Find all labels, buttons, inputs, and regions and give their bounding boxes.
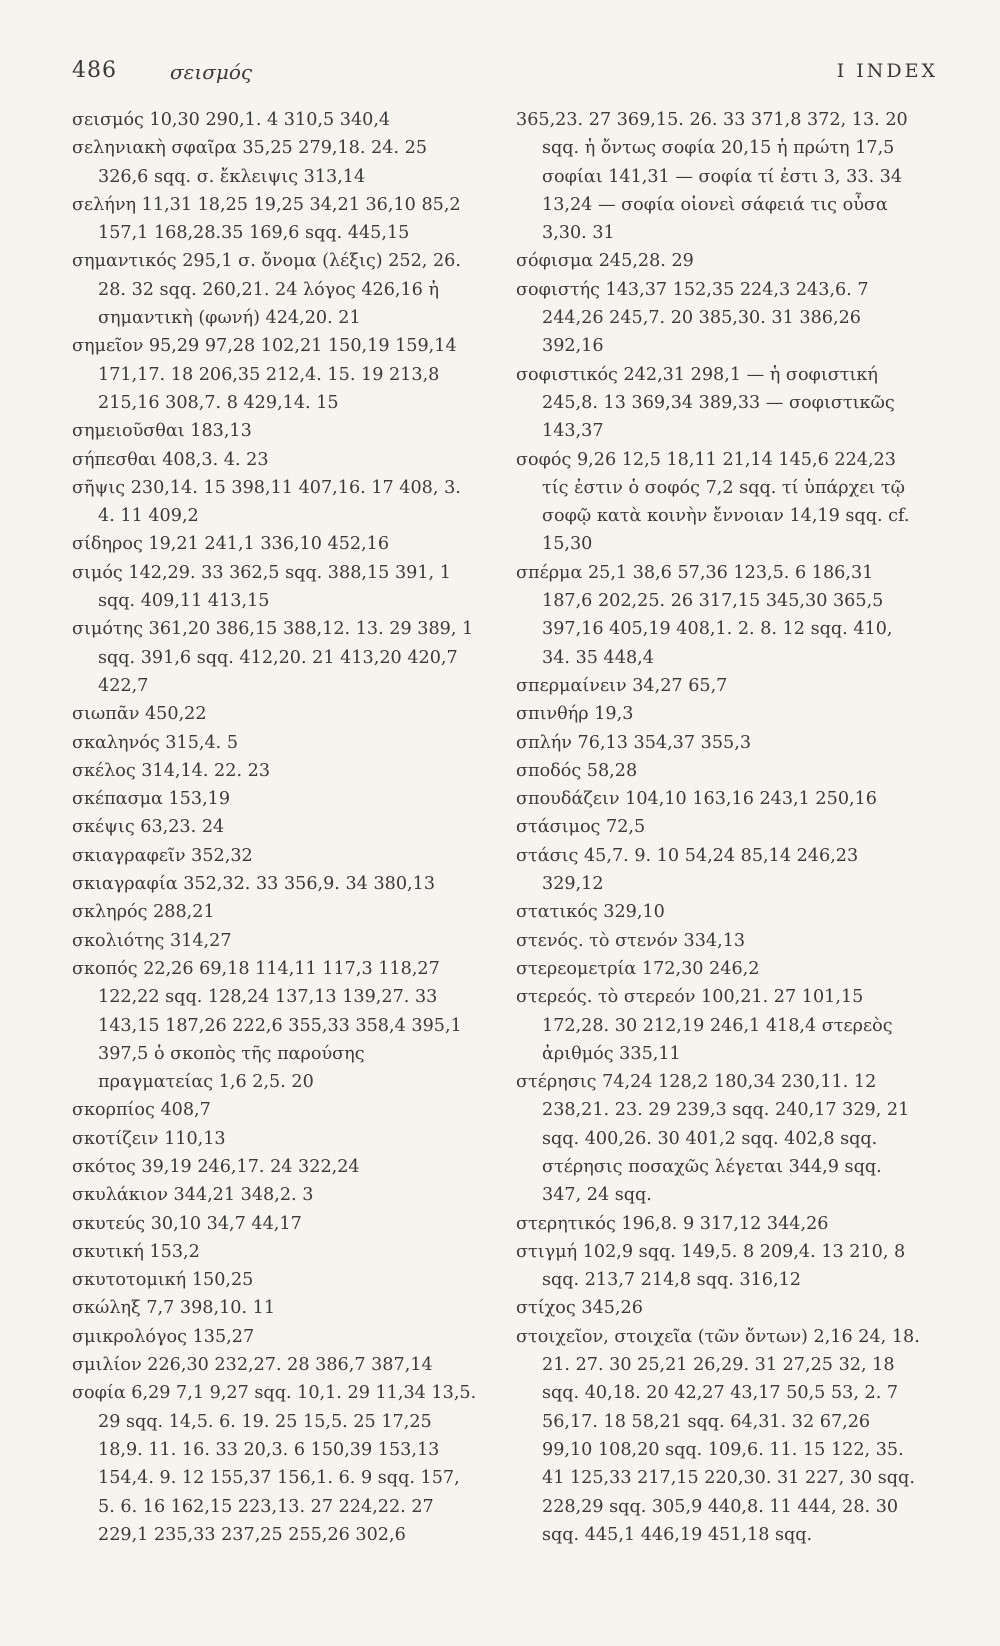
index-entry: σκυτοτομική 150,25 [72, 1270, 254, 1291]
index-entry: σκοτίζειν 110,13 [72, 1128, 226, 1149]
index-entry: σκληρός 288,21 [72, 902, 215, 923]
index-entry: σπινθήρ 19,3 [516, 704, 634, 725]
index-entry: στερεομετρία 172,30 246,2 [516, 958, 760, 979]
index-entry: σημαντικός 295,1 σ. ὄνομα (λέξις) 252, 26. 28. 32 sqq. 260,21. 24 λόγος 426,16 ἡ σημαντικὴ (φωνή) 424,20. 21 [72, 251, 461, 329]
index-entry: σκυτεύς 30,10 34,7 44,17 [72, 1213, 302, 1234]
section-title: I INDEX [836, 60, 938, 82]
index-entry: σκότος 39,19 246,17. 24 322,24 [72, 1156, 360, 1177]
index-entry: σπέρμα 25,1 38,6 57,36 123,5. 6 186,31 187,6 202,25. 26 317,15 345,30 365,5 397,16 405,19 408,1. 2. 8. 12 sqq. 410, 34. 35 448,4 [516, 562, 893, 668]
index-entry: σκοπός 22,26 69,18 114,11 117,3 118,27 122,22 sqq. 128,24 137,13 139,27. 33 143,15 187,26 222,6 355,33 358,4 395,1 397,5 ὁ σκοπὸς τῆς παρούσης πραγματείας 1,6 2,5. 20 [72, 958, 462, 1093]
index-entry: σκυλάκιον 344,21 348,2. 3 [72, 1185, 314, 1206]
right-column [516, 106, 924, 1549]
index-entry: σιμός 142,29. 33 362,5 sqq. 388,15 391, 1 sqq. 409,11 413,15 [72, 562, 451, 612]
index-entry: σήπεσθαι 408,3. 4. 23 [72, 449, 269, 470]
index-entry: σκορπίος 408,7 [72, 1100, 211, 1121]
index-entry: σεισμός 10,30 290,1. 4 310,5 340,4 [72, 110, 391, 130]
index-entry: στατικός 329,10 [516, 902, 665, 923]
index-entry: σίδηρος 19,21 241,1 336,10 452,16 [72, 534, 390, 555]
page-header [72, 58, 938, 94]
index-entry: σῆψις 230,14. 15 398,11 407,16. 17 408, 3. 4. 11 409,2 [72, 477, 461, 527]
index-entry: σοφιστής 143,37 152,35 224,3 243,6. 7 244,26 245,7. 20 385,30. 31 386,26 392,16 [516, 279, 869, 357]
index-entry: στάσις 45,7. 9. 10 54,24 85,14 246,23 329,12 [516, 845, 859, 895]
index-entry: στερεός. τὸ στερεόν 100,21. 27 101,15 172,28. 30 212,19 246,1 418,4 στερεὸς ἀριθμός 335,11 [516, 987, 893, 1064]
index-entry: σοφιστικός 242,31 298,1 — ἡ σοφιστική 245,8. 13 369,34 389,33 — σοφιστικῶς 143,37 [516, 364, 895, 442]
index-entry: σκολιότης 314,27 [72, 930, 232, 951]
index-entry: στερητικός 196,8. 9 317,12 344,26 [516, 1213, 829, 1234]
index-entry: σκέπασμα 153,19 [72, 789, 231, 810]
index-entry: σεληνιακὴ σφαῖρα 35,25 279,18. 24. 25 326,6 sqq. σ. ἔκλειψις 313,14 [72, 138, 428, 187]
index-entry: σοφία 6,29 7,1 9,27 sqq. 10,1. 29 11,34 13,5. 29 sqq. 14,5. 6. 19. 25 15,5. 25 17,25 18,9. 11. 16. 33 20,3. 6 150,39 153,13 154,4. 9. 12 155,37 156,1. 6. 9 sqq. 157, 5. 6. 16 162,15 223,13. 27 224,22. 27 229,1 235,33 237,25 255,26 302,6 [72, 1383, 477, 1545]
page-number: 486 [72, 58, 117, 83]
index-entry: σόφισμα 245,28. 29 [516, 251, 694, 272]
index-entry: στίχος 345,26 [516, 1298, 643, 1319]
index-entry: σκαληνός 315,4. 5 [72, 732, 239, 753]
index-entry: σποδός 58,28 [516, 760, 638, 781]
index-entry: 365,23. 27 369,15. 26. 33 371,8 372, 13. 20 sqq. ἡ ὄντως σοφία 20,15 ἡ πρώτη 17,5 σοφίαι 141,31 — σοφία τί ἐστι 3, 33. 34 13,24 — σοφία οἱονεὶ σάφειά τις οὖσα 3,30. 31 [516, 110, 908, 244]
index-entry: σπερμαίνειν 34,27 65,7 [516, 675, 728, 696]
index-entry: στιγμή 102,9 sqq. 149,5. 8 209,4. 13 210, 8 sqq. 213,7 214,8 sqq. 316,12 [516, 1241, 906, 1291]
index-entry: σκώληξ 7,7 398,10. 11 [72, 1298, 276, 1319]
left-column [72, 106, 480, 1549]
index-entry: σμικρολόγος 135,27 [72, 1326, 255, 1347]
index-entry: σημειοῦσθαι 183,13 [72, 421, 252, 442]
index-entry: στενός. τὸ στενόν 334,13 [516, 930, 746, 951]
index-entry: σοφός 9,26 12,5 18,11 21,14 145,6 224,23 τίς ἐστιν ὁ σοφός 7,2 sqq. τί ὑπάρχει τῷ σοφῷ κατὰ κοινὴν ἔννοιαν 14,19 sqq. cf. 15,30 [516, 449, 910, 555]
running-head: σεισμός [170, 60, 253, 84]
index-entry: στοιχεῖον, στοιχεῖα (τῶν ὄντων) 2,16 24, 18. 21. 27. 30 25,21 26,29. 31 27,25 32, 18 sqq. 40,18. 20 42,27 43,17 50,5 53, 2. 7 56,17. 18 58,21 sqq. 64,31. 32 67,26 99,10 108,20 sqq. 109,6. 11. 15 122, 35. 41 125,33 217,15 220,30. 31 227, 30 sqq. 228,29 sqq. 305,9 440,8. 11 444, 28. 30 sqq. 445,1 446,19 451,18 sqq. [516, 1326, 920, 1545]
index-entry: σιμότης 361,20 386,15 388,12. 13. 29 389, 1 sqq. 391,6 sqq. 412,20. 21 413,20 420,7 422,7 [72, 619, 474, 696]
index-entry: σκιαγραφεῖν 352,32 [72, 845, 253, 866]
index-entry: σιωπᾶν 450,22 [72, 704, 207, 725]
index-entry: σκιαγραφία 352,32. 33 356,9. 34 380,13 [72, 874, 436, 895]
index-entry: σπλήν 76,13 354,37 355,3 [516, 732, 752, 753]
index-entry: στέρησις 74,24 128,2 180,34 230,11. 12 238,21. 23. 29 239,3 sqq. 240,17 329, 21 sqq. 400,26. 30 401,2 sqq. 402,8 sqq. στέρησις ποσαχῶς λέγεται 344,9 sqq. 347, 24 sqq. [516, 1072, 910, 1206]
index-entry: σκυτική 153,2 [72, 1241, 200, 1262]
index-entry: σπουδάζειν 104,10 163,16 243,1 250,16 [516, 789, 877, 810]
index-entry: σκέψις 63,23. 24 [72, 817, 225, 838]
index-entry: σελήνη 11,31 18,25 19,25 34,21 36,10 85,2 157,1 168,28.35 169,6 sqq. 445,15 [72, 194, 461, 244]
index-entry: στάσιμος 72,5 [516, 817, 646, 838]
index-entry: σκέλος 314,14. 22. 23 [72, 760, 271, 781]
index-entry: σημεῖον 95,29 97,28 102,21 150,19 159,14 171,17. 18 206,35 212,4. 15. 19 213,8 215,16 308,7. 8 429,14. 15 [72, 336, 457, 413]
index-entry: σμιλίον 226,30 232,27. 28 386,7 387,14 [72, 1355, 433, 1376]
